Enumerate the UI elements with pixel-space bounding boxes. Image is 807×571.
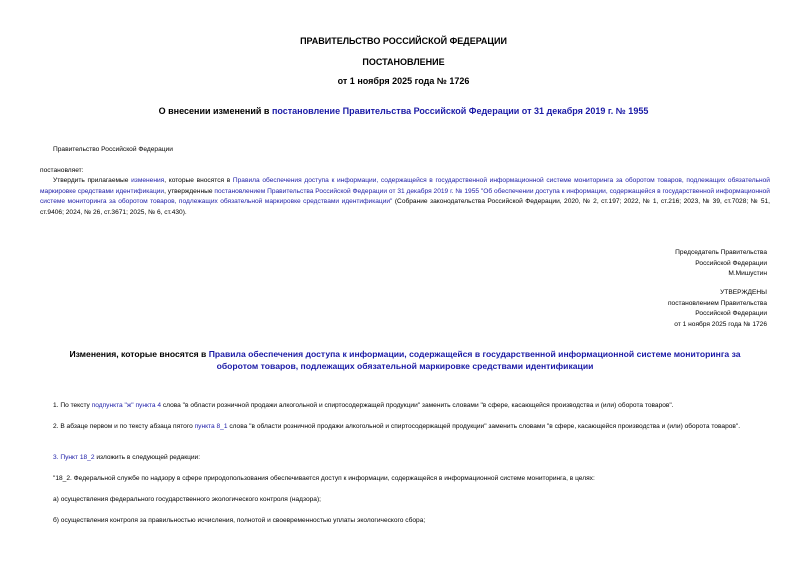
item-3-link[interactable]: Пункт 18_2 bbox=[60, 454, 95, 461]
p1-part-d: (Собрание законодательства Российской Федерации, 2020, № 2, ст.197; 2022, № 1, ст.216; 2023, № 39, ст.7028; № 51, ст.9406; 2024, № 26, ст.3671; 2025, № 6, ст.430). bbox=[40, 198, 770, 216]
item-3-part-b: изложить в следующей редакции: bbox=[94, 454, 201, 461]
signature-block bbox=[675, 248, 767, 280]
item-1-part-a: 1. По тексту bbox=[53, 402, 92, 409]
quote-item-b: б) осуществления контроля за правильностью исчисления, полнотой и своевременностью уплаты экологического сбора; bbox=[53, 517, 426, 524]
quote-intro: "18_2. Федеральной службе по надзору в сфере природопользования обеспечивается доступ к информации, содержащейся в информационной системе мониторинга, в целях: bbox=[53, 475, 595, 482]
changes-title bbox=[50, 349, 760, 372]
changes-title-prefix: Изменения, которые вносятся в bbox=[69, 349, 209, 359]
item-1 bbox=[53, 401, 770, 412]
government-line: Правительство Российской Федерации bbox=[53, 146, 173, 153]
title-prefix: О внесении изменений в bbox=[158, 106, 272, 116]
item-2-part-a: 2. В абзаце первом и по тексту абзаца пятого bbox=[53, 423, 195, 430]
item-2 bbox=[40, 422, 770, 433]
header-date-number: от 1 ноября 2025 года № 1726 bbox=[337, 76, 470, 86]
signature-position: Председатель Правительства bbox=[675, 249, 767, 256]
document-title bbox=[0, 106, 807, 117]
p1-link-resolution[interactable]: постановлением Правительства Российской Федерации от 31 декабря 2019 г. № 1955 "Об обеспечении доступа к информации, содержащейся в государственной информационной системе мониторинга за оборотом товаров, подлежащих обязательной маркировке средствами идентификации" bbox=[40, 187, 770, 206]
decides-line: постановляет: bbox=[40, 167, 84, 174]
approved-country: Российской Федерации bbox=[695, 310, 767, 318]
approved-by: постановлением Правительства bbox=[667, 299, 767, 307]
approved-date: от 1 ноября 2025 года № 1726 bbox=[674, 320, 767, 328]
p1-part-b: , которые вносятся в bbox=[164, 177, 233, 184]
header-doc-type: ПОСТАНОВЛЕНИЕ bbox=[362, 57, 445, 67]
p1-link-changes[interactable]: изменения bbox=[131, 177, 165, 184]
item-1-part-b: слова "в области розничной продажи алкогольной и спиртосодержащей продукции" заменить словами "в сфере, касающейся производства и (или) оборота товаров". bbox=[161, 402, 674, 409]
approved-block bbox=[668, 288, 767, 330]
p1-part-c: , утвержденные bbox=[164, 187, 215, 195]
header-org: ПРАВИТЕЛЬСТВО РОССИЙСКОЙ ФЕДЕРАЦИИ bbox=[300, 36, 507, 46]
title-link[interactable]: постановление Правительства Российской Федерации от 31 декабря 2019 г. № 1955 bbox=[271, 106, 649, 116]
item-2-part-b: слова "в области розничной продажи алкогольной и спиртосодержащей продукции" заменить словами "в сфере, касающейся производства и (или) оборота товаров". bbox=[227, 423, 741, 430]
item-1-link[interactable]: подпункта "ж" пункта 4 bbox=[91, 402, 162, 409]
item-3-number: 3. bbox=[53, 454, 61, 461]
changes-title-link[interactable]: Правила обеспечения доступа к информации, содержащейся в государственной информационной системе мониторинга за оборотом товаров, подлежащих обязательной маркировке средствами идентификации bbox=[208, 349, 741, 371]
signature-country: Российской Федерации bbox=[695, 259, 767, 267]
p1-part-a: Утвердить прилагаемые bbox=[53, 177, 132, 184]
item-3 bbox=[53, 453, 200, 464]
quote-item-a: а) осуществления федерального государственного экологического контроля (надзора); bbox=[53, 496, 321, 503]
paragraph-approve bbox=[40, 176, 770, 218]
signature-name: М.Мишустин bbox=[728, 270, 767, 278]
approved-label: УТВЕРЖДЕНЫ bbox=[720, 289, 767, 296]
p1-link-rules[interactable]: Правила обеспечения доступа к информации, содержащейся в государственной информационной системе мониторинга за оборотом товаров, подлежащих обязательной маркировке средствами идентификации bbox=[40, 177, 770, 195]
item-2-link[interactable]: пункта 8_1 bbox=[194, 423, 228, 430]
